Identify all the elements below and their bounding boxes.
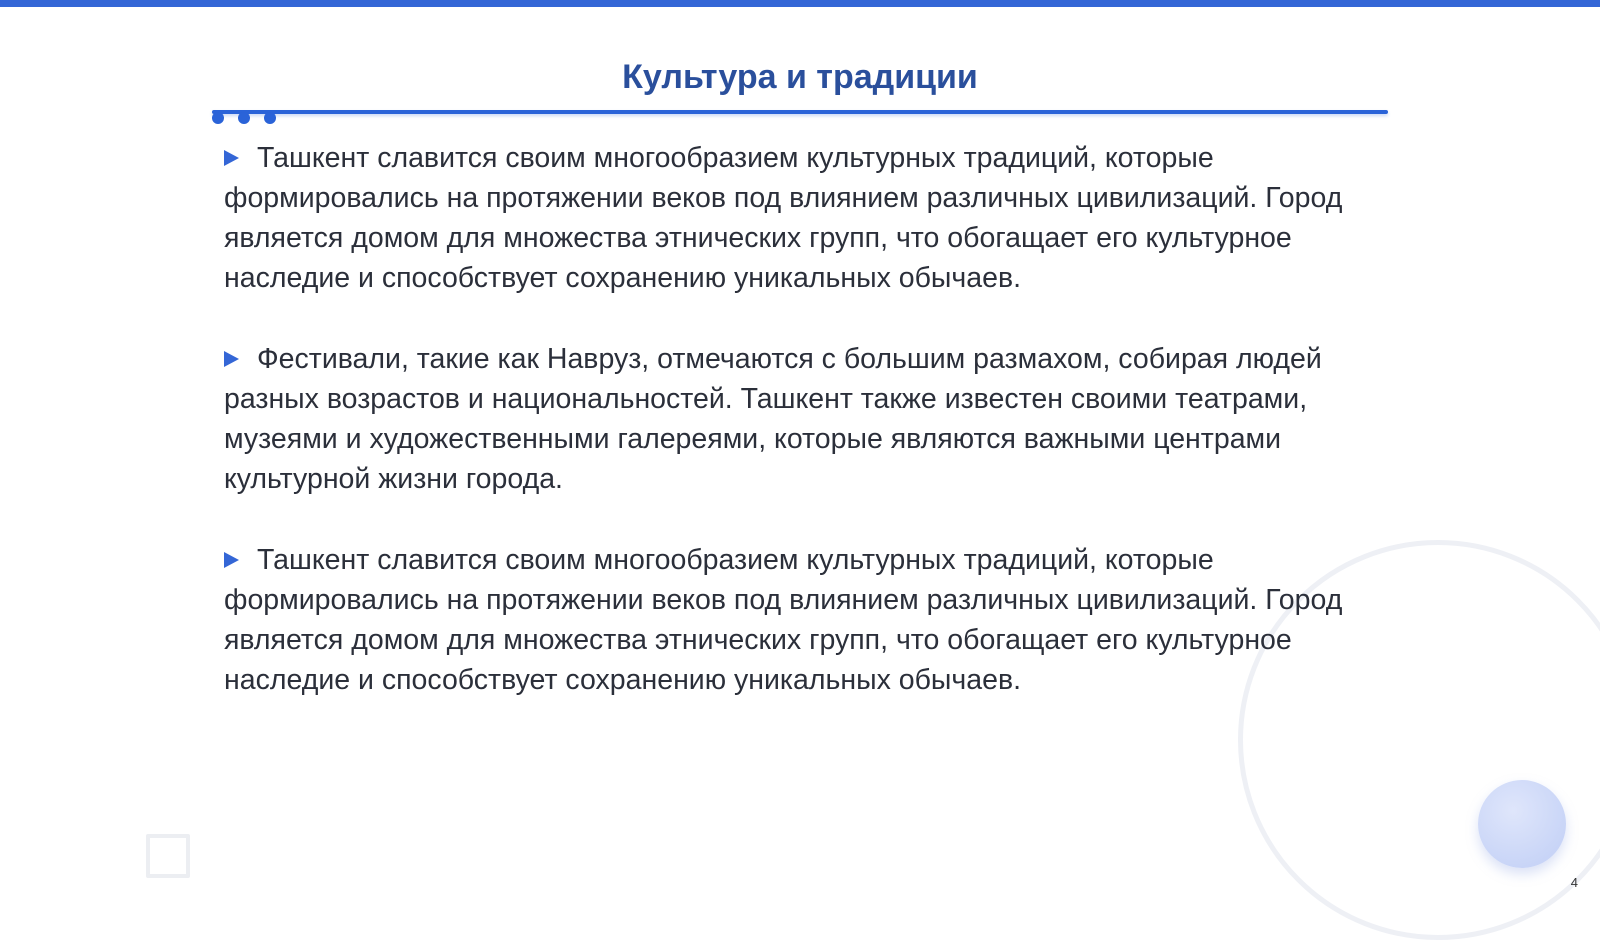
- decorative-dot: [212, 112, 224, 124]
- decorative-circle: [1478, 780, 1566, 868]
- paragraph-text: Ташкент славится своим многообразием культурных традиций, которые формировались на протяжении веков под влиянием различных цивилизаций. Город является домом для множества этнических групп, что обогащает его культурное наследие и способствует сохранению уникальных обычаев.: [224, 544, 1343, 696]
- slide-body: [224, 138, 1384, 741]
- triangle-right-icon: [224, 552, 239, 568]
- paragraph-text: Ташкент славится своим многообразием культурных традиций, которые формировались на протяжении веков под влиянием различных цивилизаций. Город является домом для множества этнических групп, что обогащает его культурное наследие и способствует сохранению уникальных обычаев.: [224, 142, 1343, 294]
- paragraph-text: Фестивали, такие как Навруз, отмечаются с большим размахом, собирая людей разных возрастов и национальностей. Ташкент также известен своими театрами, музеями и художественными галереями, которые являются важными центрами культурной жизни города.: [224, 343, 1322, 495]
- bullet-paragraph: [224, 339, 1384, 499]
- bullet-paragraph: [224, 138, 1384, 298]
- triangle-right-icon: [224, 351, 239, 367]
- triangle-right-icon: [224, 150, 239, 166]
- bullet-paragraph: [224, 540, 1384, 700]
- page-number: 4: [1570, 875, 1578, 890]
- decorative-dot: [238, 112, 250, 124]
- top-accent-bar: [0, 0, 1600, 7]
- slide-title: Культура и традиции: [622, 58, 978, 96]
- decorative-square: [146, 834, 190, 878]
- title-underline: [212, 110, 1388, 114]
- decorative-dot: [264, 112, 276, 124]
